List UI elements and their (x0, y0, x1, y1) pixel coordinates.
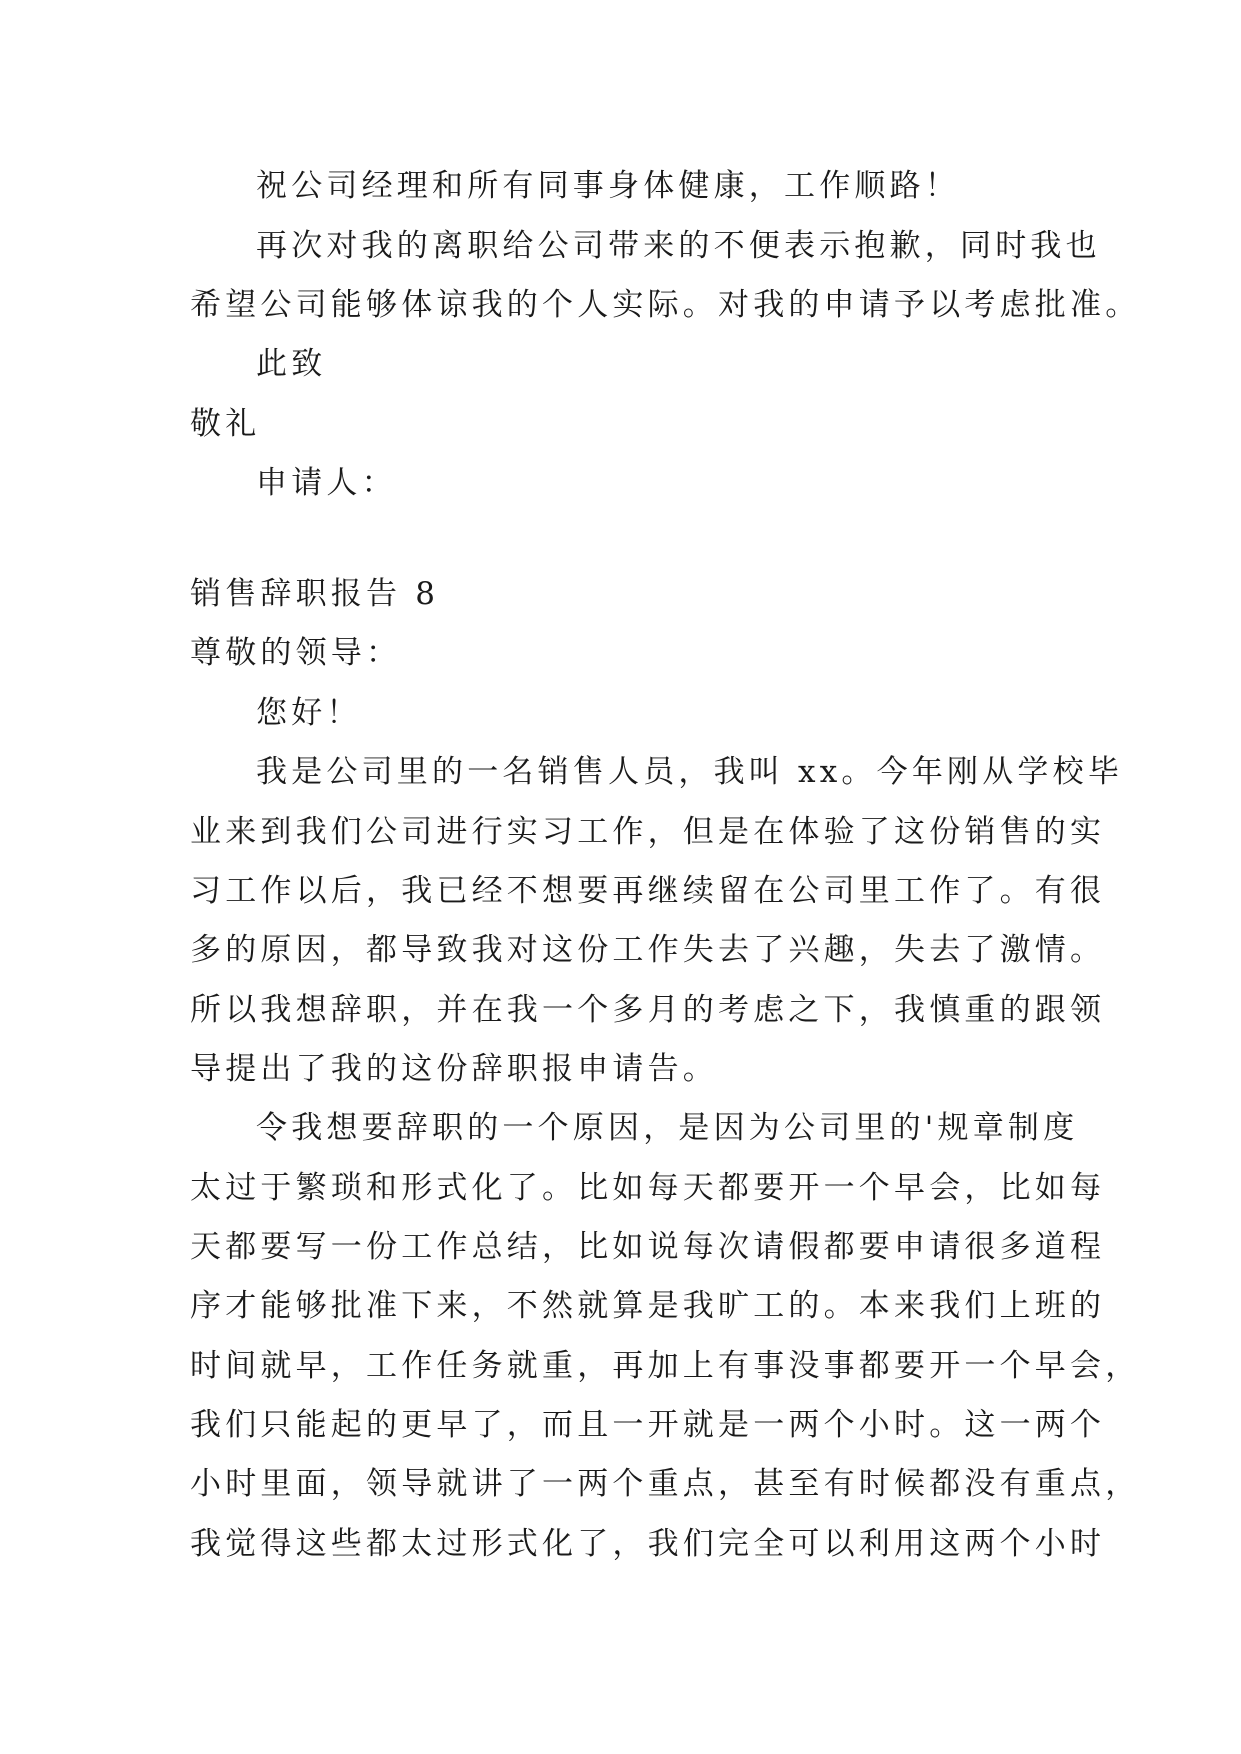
applicant-line: 申请人： (256, 465, 397, 501)
paragraph-2-line: 小时里面，领导就讲了一两个重点，甚至有时候都没有重点， (190, 1466, 1141, 1502)
apology-line-2: 希望公司能够体谅我的个人实际。对我的申请予以考虑批准。 (190, 287, 1141, 323)
paragraph-2-line: 太过于繁琐和形式化了。比如每天都要开一个早会，比如每 (190, 1170, 1106, 1206)
apology-line-1: 再次对我的离职给公司带来的不便表示抱歉，同时我也 (256, 228, 1101, 264)
greeting-line: 您好！ (256, 695, 362, 731)
paragraph-1-line: 所以我想辞职，并在我一个多月的考虑之下，我慎重的跟领 (190, 992, 1106, 1028)
paragraph-1-line: 我是公司里的一名销售人员，我叫 xx。今年刚从学校毕 (256, 754, 1124, 790)
closing-line-2: 敬礼 (190, 406, 261, 442)
salutation-line: 尊敬的领导： (190, 635, 402, 671)
paragraph-2-line: 我觉得这些都太过形式化了，我们完全可以利用这两个小时 (190, 1526, 1106, 1562)
closing-line-1: 此致 (256, 346, 327, 382)
section-heading: 销售辞职报告 8 (190, 576, 440, 612)
paragraph-2-line: 我们只能起的更早了，而且一开就是一两个小时。这一两个 (190, 1407, 1106, 1443)
paragraph-1-line: 业来到我们公司进行实习工作，但是在体验了这份销售的实 (190, 814, 1106, 850)
wish-line: 祝公司经理和所有同事身体健康，工作顺路！ (256, 168, 960, 204)
paragraph-1-line: 习工作以后，我已经不想要再继续留在公司里工作了。有很 (190, 873, 1106, 909)
paragraph-2-line: 时间就早，工作任务就重，再加上有事没事都要开一个早会， (190, 1348, 1141, 1384)
paragraph-2-line: 令我想要辞职的一个原因，是因为公司里的'规章制度 (256, 1110, 1079, 1146)
paragraph-2-line: 天都要写一份工作总结，比如说每次请假都要申请很多道程 (190, 1229, 1106, 1265)
paragraph-2-line: 序才能够批准下来，不然就算是我旷工的。本来我们上班的 (190, 1288, 1106, 1324)
paragraph-1-line: 导提出了我的这份辞职报申请告。 (190, 1051, 718, 1087)
paragraph-1-line: 多的原因，都导致我对这份工作失去了兴趣，失去了激情。 (190, 932, 1106, 968)
